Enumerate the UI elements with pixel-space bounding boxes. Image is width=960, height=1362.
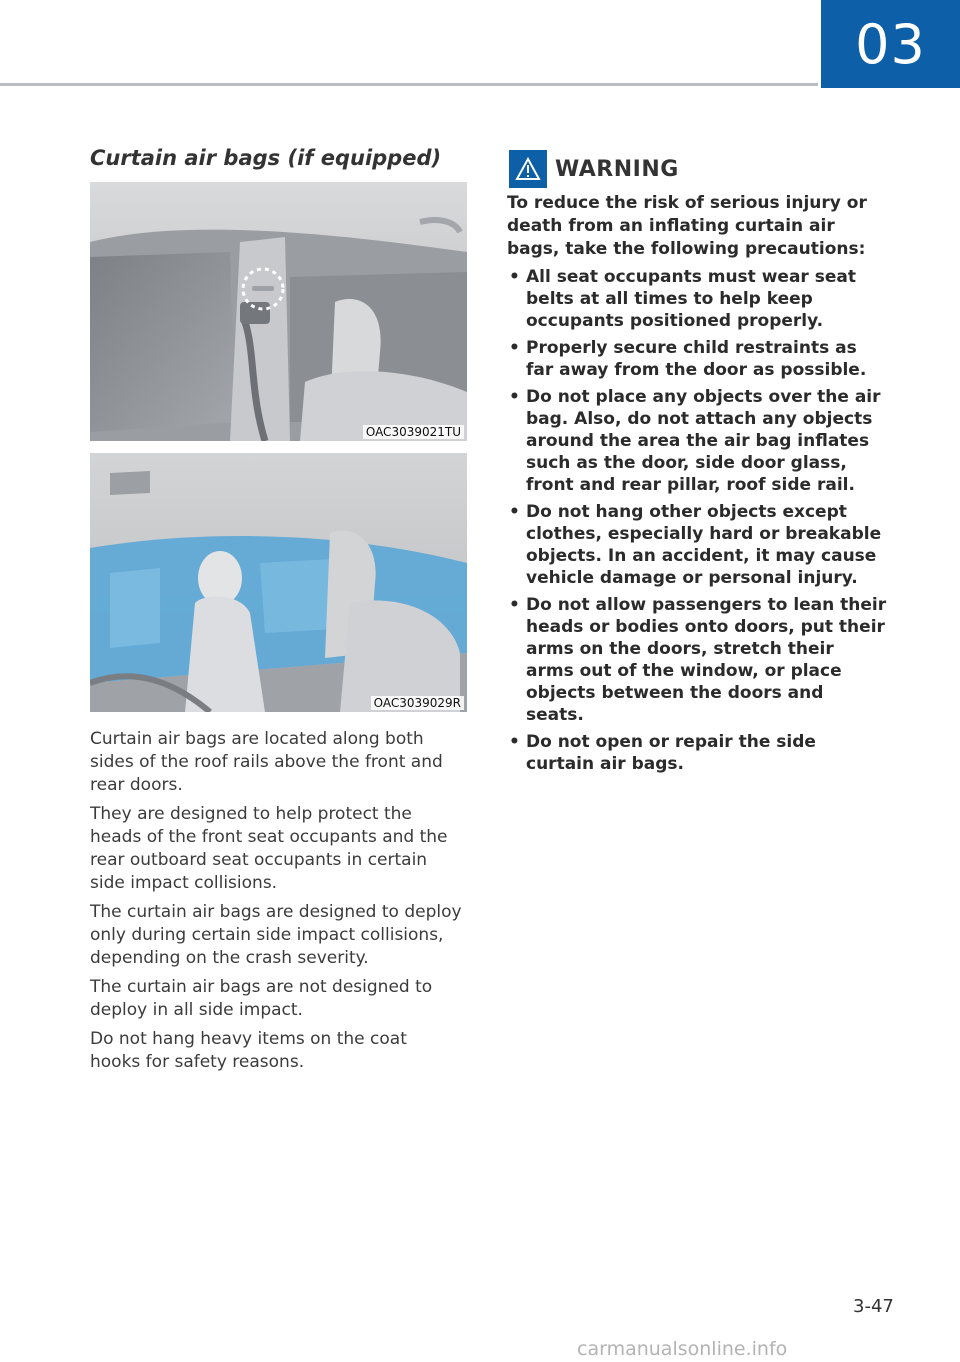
warning-list — [507, 266, 887, 775]
paragraph: Do not hang heavy items on the coat hooks for safety reasons. — [90, 1029, 407, 1072]
figure-code: OAC3039021TU — [363, 425, 464, 439]
figure-code: OAC3039029R — [371, 696, 464, 710]
warning-triangle-icon — [509, 150, 547, 188]
warning-item: • Properly secure child restraints as far away from the door as possible. — [509, 338, 867, 380]
figure-curtain-airbag-deployed — [90, 453, 467, 712]
paragraph: The curtain air bags are not designed to deploy in all side impact. — [90, 977, 433, 1020]
paragraph: The curtain air bags are designed to deploy only during certain side impact collisions, depending on the crash severity. — [90, 902, 462, 968]
figure-curtain-airbag-location — [90, 182, 467, 441]
paragraph: Curtain air bags are located along both sides of the roof rails above the front and rear doors. — [90, 729, 443, 795]
page-number: 3-47 — [853, 1296, 894, 1317]
body-text — [90, 728, 462, 1080]
chapter-tab: 03 — [821, 0, 960, 88]
warning-item: • All seat occupants must wear seat belts at all times to help keep occupants positioned properly. — [509, 267, 856, 331]
warning-title: WARNING — [555, 156, 679, 182]
warning-box — [507, 150, 887, 780]
interior-illustration-1 — [90, 182, 467, 441]
warning-item: • Do not place any objects over the air bag. Also, do not attach any objects around the area the air bag inflates such as the door, side door glass, front and rear pillar, roof side rail. — [509, 387, 881, 495]
header-rule — [0, 83, 818, 86]
watermark: carmanualsonline.info — [577, 1338, 788, 1360]
warning-item: • Do not hang other objects except clothes, especially hard or breakable objects. In an accident, it may cause vehicle damage or personal injury. — [509, 502, 882, 588]
warning-item: • Do not allow passengers to lean their heads or bodies onto doors, put their arms on the doors, stretch their arms out of the window, or place objects between the doors and seats. — [509, 595, 887, 725]
warning-header — [507, 150, 887, 188]
warning-intro: To reduce the risk of serious injury or death from an inflating curtain air bags, take the following precautions: — [507, 193, 867, 259]
paragraph: They are designed to help protect the heads of the front seat occupants and the rear outboard seat occupants in certain side impact collisions. — [90, 804, 448, 893]
interior-illustration-2 — [90, 453, 467, 712]
warning-item: • Do not open or repair the side curtain air bags. — [509, 732, 816, 774]
section-title: Curtain air bags (if equipped) — [90, 146, 442, 170]
